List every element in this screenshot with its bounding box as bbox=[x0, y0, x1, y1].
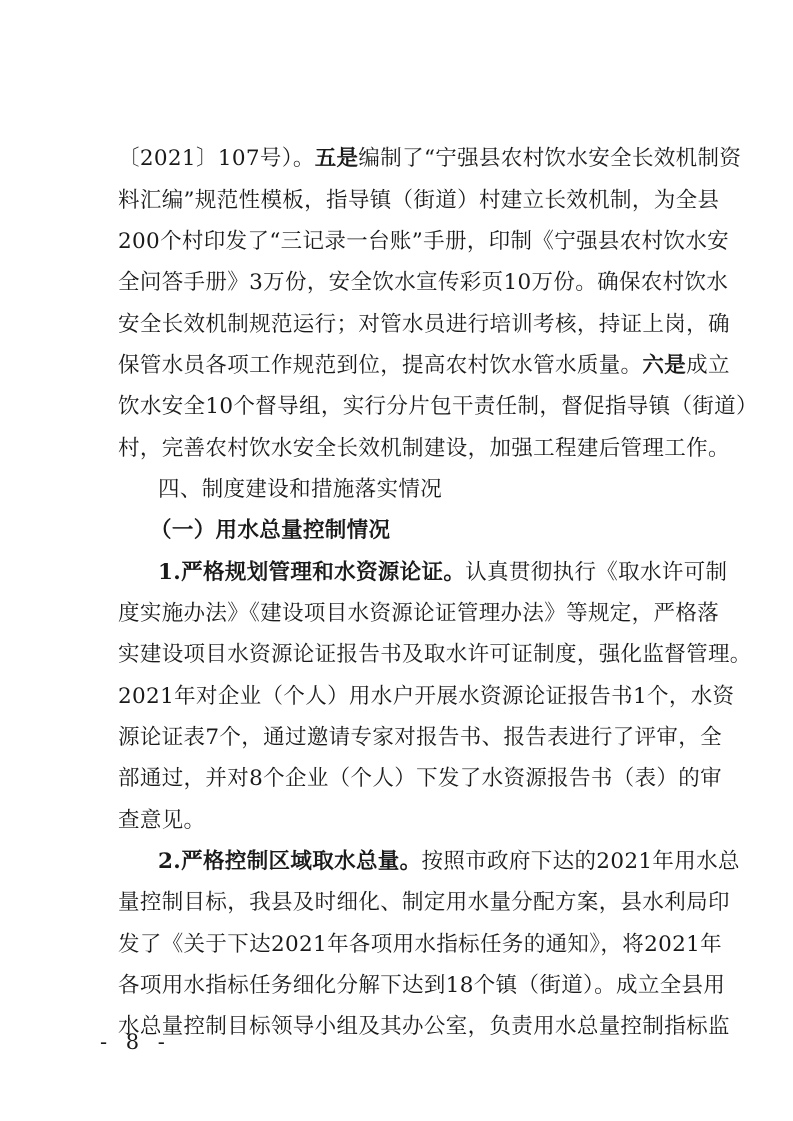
paragraph-line: 保管水员各项工作规范到位，提高农村饮水管水质量。六是成立 bbox=[118, 353, 730, 378]
paragraph-line: 料汇编”规范性模板，指导镇（街道）村建立长效机制，为全县 bbox=[118, 188, 720, 213]
paragraph-line: 量控制目标，我县及时细化、制定用水量分配方案，县水利局印 bbox=[118, 890, 730, 915]
paragraph-line: 〔2021〕107号）。五是编制了“宁强县农村饮水安全长效机制资 bbox=[118, 146, 742, 171]
paragraph-line: 度实施办法》《建设项目水资源论证管理办法》等规定，严格落 bbox=[118, 601, 720, 626]
subsection-heading: （一）用水总量控制情况 bbox=[150, 518, 391, 543]
paragraph-line: 1.严格规划管理和水资源论证。认真贯彻执行《取水许可制 bbox=[158, 560, 728, 585]
paragraph-line: 2021年对企业（个人）用水户开展水资源论证报告书1个，水资 bbox=[118, 684, 735, 709]
page-number: - 8 - bbox=[100, 1030, 171, 1054]
paragraph-line: 实建设项目水资源论证报告书及取水许可证制度，强化监督管理。 bbox=[118, 642, 752, 667]
paragraph-line: 查意见。 bbox=[118, 808, 206, 833]
paragraph-line: 安全长效机制规范运行；对管水员进行培训考核，持证上岗，确 bbox=[118, 312, 730, 337]
paragraph-line: 2.严格控制区域取水总量。按照市政府下达的2021年用水总 bbox=[158, 849, 740, 874]
paragraph-line: 村，完善农村饮水安全长效机制建设，加强工程建后管理工作。 bbox=[118, 436, 730, 461]
paragraph-line: 发了《关于下达2021年各项用水指标任务的通知》，将2021年 bbox=[118, 932, 723, 957]
paragraph-line: 200个村印发了“三记录一台账”手册，印制《宁强县农村饮水安 bbox=[118, 229, 730, 254]
paragraph-line: 各项用水指标任务细化分解下达到18个镇（街道）。成立全县用 bbox=[118, 973, 726, 998]
paragraph-line: 部通过，并对8个企业（个人）下发了水资源报告书（表）的审 bbox=[118, 766, 722, 791]
paragraph-line: 饮水安全10个督导组，实行分片包干责任制，督促指导镇（街道） bbox=[118, 394, 758, 419]
paragraph-line: 源论证表7个，通过邀请专家对报告书、报告表进行了评审，全 bbox=[118, 725, 722, 750]
paragraph-line: 水总量控制目标领导小组及其办公室，负责用水总量控制指标监 bbox=[118, 1014, 730, 1039]
paragraph-line: 全问答手册》3万份，安全饮水宣传彩页10万份。确保农村饮水 bbox=[118, 270, 729, 295]
section-heading: 四、制度建设和措施落实情况 bbox=[158, 477, 443, 502]
